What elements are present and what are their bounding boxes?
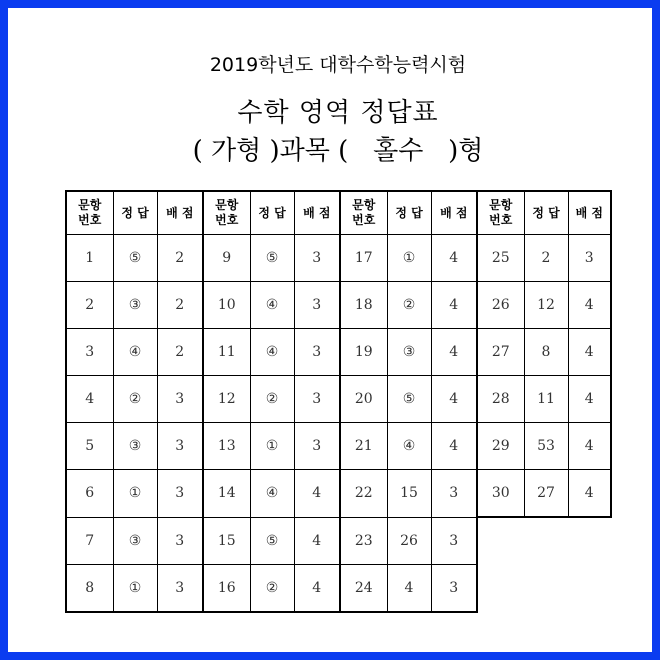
answer-value: ④ [113, 329, 157, 376]
header-points: 배 점 [431, 191, 477, 235]
points-value: 3 [157, 376, 203, 423]
table-row [66, 517, 611, 564]
answer-value: 11 [524, 376, 568, 423]
empty-cell [524, 564, 568, 612]
answer-value: ③ [387, 329, 431, 376]
header-points: 배 점 [568, 191, 611, 235]
answer-table [65, 190, 612, 613]
points-value: 3 [431, 470, 477, 518]
header-number-cell [340, 191, 387, 235]
answer-value: ① [387, 235, 431, 282]
empty-cell [477, 564, 524, 612]
subject-label: ( 가형 )과목 ( [192, 136, 349, 166]
table-row [66, 329, 611, 376]
answer-value: ② [113, 376, 157, 423]
points-value: 4 [431, 376, 477, 423]
question-number: 25 [477, 235, 524, 282]
answer-value: ② [250, 376, 294, 423]
question-number: 21 [340, 423, 387, 470]
answer-value: ⑤ [250, 235, 294, 282]
question-number: 30 [477, 470, 524, 518]
header-answer: 정 답 [524, 191, 568, 235]
table-row [66, 376, 611, 423]
question-number: 2 [66, 282, 113, 329]
points-value: 3 [157, 470, 203, 518]
sheet-title: 수학 영역 정답표 [237, 98, 439, 128]
answer-value: ① [250, 423, 294, 470]
points-value: 3 [294, 329, 340, 376]
question-number: 11 [203, 329, 250, 376]
answer-value: ② [250, 564, 294, 612]
answer-table-wrap [65, 190, 612, 613]
answer-value: ④ [250, 329, 294, 376]
header-number-top: 문항 [78, 198, 102, 212]
points-value: 3 [294, 235, 340, 282]
question-number: 9 [203, 235, 250, 282]
points-value: 3 [431, 564, 477, 612]
answer-value: ④ [387, 423, 431, 470]
points-value: 4 [294, 470, 340, 518]
points-value: 3 [157, 423, 203, 470]
table-row [66, 423, 611, 470]
header-number-bottom: 번호 [352, 213, 376, 227]
question-number: 7 [66, 517, 113, 564]
form-suffix: )형 [448, 136, 484, 166]
question-number: 14 [203, 470, 250, 518]
points-value: 3 [157, 517, 203, 564]
question-number: 10 [203, 282, 250, 329]
question-number: 29 [477, 423, 524, 470]
question-number: 8 [66, 564, 113, 612]
header-number-bottom: 번호 [489, 213, 513, 227]
points-value: 4 [431, 282, 477, 329]
subject-type-line [8, 130, 660, 167]
question-number: 13 [203, 423, 250, 470]
question-number: 4 [66, 376, 113, 423]
points-value: 3 [294, 423, 340, 470]
answer-value: 26 [387, 517, 431, 564]
question-number: 3 [66, 329, 113, 376]
table-row [66, 282, 611, 329]
answer-value: ③ [113, 282, 157, 329]
answer-value: 12 [524, 282, 568, 329]
points-value: 3 [568, 235, 611, 282]
table-row [66, 564, 611, 612]
answer-value: 8 [524, 329, 568, 376]
points-value: 4 [568, 423, 611, 470]
table-row [66, 470, 611, 518]
answer-value: 27 [524, 470, 568, 518]
points-value: 4 [431, 329, 477, 376]
question-number: 1 [66, 235, 113, 282]
question-number: 27 [477, 329, 524, 376]
answer-value: ④ [250, 282, 294, 329]
form-label: 홀수 [348, 136, 449, 166]
points-value: 4 [568, 329, 611, 376]
points-value: 4 [568, 470, 611, 518]
answer-value: 53 [524, 423, 568, 470]
answer-value: ⑤ [250, 517, 294, 564]
header-answer: 정 답 [387, 191, 431, 235]
answer-value: ⑤ [387, 376, 431, 423]
points-value: 3 [294, 376, 340, 423]
answer-value: ① [113, 564, 157, 612]
header-number-bottom: 번호 [215, 213, 239, 227]
table-row [66, 235, 611, 282]
answer-value: 15 [387, 470, 431, 518]
answer-value: ③ [113, 517, 157, 564]
points-value: 4 [431, 235, 477, 282]
header-number-cell [477, 191, 524, 235]
empty-cell [568, 517, 611, 564]
header-number-cell [66, 191, 113, 235]
question-number: 16 [203, 564, 250, 612]
question-number: 6 [66, 470, 113, 518]
header-number-top: 문항 [352, 198, 376, 212]
points-value: 4 [294, 517, 340, 564]
header-answer: 정 답 [250, 191, 294, 235]
points-value: 4 [431, 423, 477, 470]
header-number-top: 문항 [489, 198, 513, 212]
question-number: 15 [203, 517, 250, 564]
question-number: 22 [340, 470, 387, 518]
empty-cell [477, 517, 524, 564]
answer-value: 4 [387, 564, 431, 612]
empty-cell [568, 564, 611, 612]
answer-value: ② [387, 282, 431, 329]
points-value: 3 [157, 564, 203, 612]
question-number: 18 [340, 282, 387, 329]
table-header-row [66, 191, 611, 235]
points-value: 2 [157, 329, 203, 376]
question-number: 20 [340, 376, 387, 423]
points-value: 3 [294, 282, 340, 329]
answer-value: ③ [113, 423, 157, 470]
header-number-top: 문항 [215, 198, 239, 212]
empty-cell [524, 517, 568, 564]
header-points: 배 점 [157, 191, 203, 235]
answer-value: ④ [250, 470, 294, 518]
question-number: 17 [340, 235, 387, 282]
points-value: 3 [431, 517, 477, 564]
header-answer: 정 답 [113, 191, 157, 235]
answer-value: 2 [524, 235, 568, 282]
question-number: 26 [477, 282, 524, 329]
points-value: 2 [157, 235, 203, 282]
question-number: 23 [340, 517, 387, 564]
points-value: 4 [568, 282, 611, 329]
header-number-bottom: 번호 [78, 213, 102, 227]
question-number: 19 [340, 329, 387, 376]
header-number-cell [203, 191, 250, 235]
question-number: 12 [203, 376, 250, 423]
header-points: 배 점 [294, 191, 340, 235]
points-value: 4 [294, 564, 340, 612]
points-value: 2 [157, 282, 203, 329]
answer-value: ⑤ [113, 235, 157, 282]
question-number: 24 [340, 564, 387, 612]
exam-title: 2019학년도 대학수학능력시험 [209, 54, 467, 76]
answer-value: ① [113, 470, 157, 518]
question-number: 5 [66, 423, 113, 470]
question-number: 28 [477, 376, 524, 423]
points-value: 4 [568, 376, 611, 423]
